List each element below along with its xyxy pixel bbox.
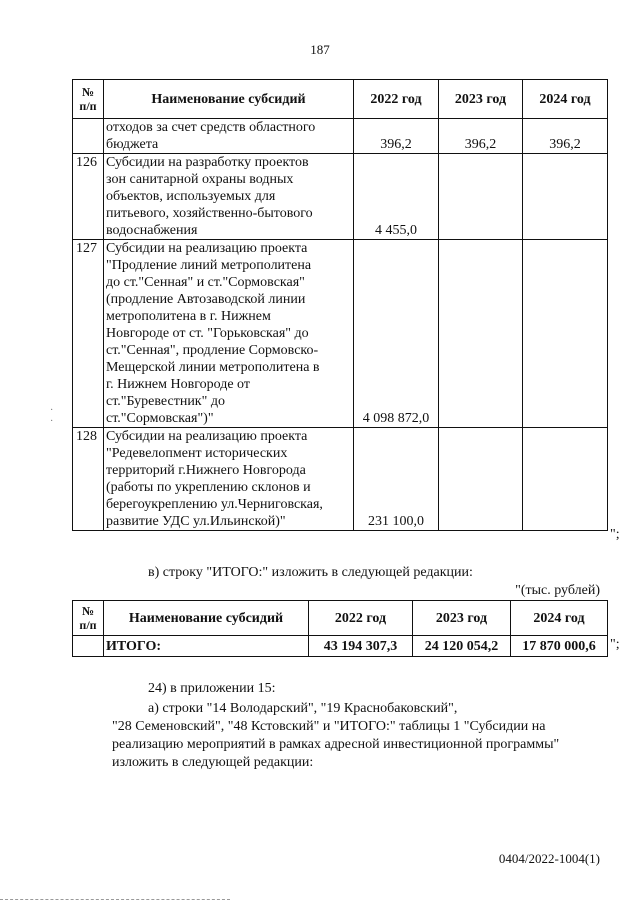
subsidy-name-line: бюджета: [106, 137, 159, 152]
subsidy-name-line: (продление Автозаводской линии: [106, 292, 306, 307]
value-2024: [523, 240, 608, 428]
paragraph-a-line: "28 Семеновский", "48 Кстовский" и "ИТОГО:" таблицы 1 "Субсидии на: [112, 719, 546, 734]
subsidy-name: [104, 240, 354, 428]
header-number-pp: п/п: [79, 618, 97, 632]
subsidy-name-line: ст."Сенная", продление Сормовско-: [106, 343, 319, 358]
paragraph-a-line: реализацию мероприятий в рамках адресной инвестиционной программы": [112, 737, 560, 752]
value-2024: 396,2: [523, 119, 608, 154]
table-closing-quote: ";: [610, 527, 620, 542]
table-row: [73, 428, 608, 531]
value-2022: 4 098 872,0: [354, 240, 439, 428]
header-number: [73, 80, 104, 119]
total-label: ИТОГО:: [104, 636, 309, 657]
subsidy-name-line: Субсидии на разработку проектов: [106, 155, 309, 170]
table-row: [73, 154, 608, 240]
document-code: 0404/2022-1004(1): [498, 851, 600, 866]
total-2022: 43 194 307,3: [309, 636, 413, 657]
paragraph-24: 24) в приложении 15:: [148, 681, 276, 696]
row-number: 127: [73, 240, 104, 428]
total-closing-quote: ";: [610, 637, 620, 652]
header-number-pp: п/п: [79, 99, 97, 113]
paragraph-a: [112, 700, 599, 772]
bottom-rule: [0, 899, 230, 900]
header-name: Наименование субсидий: [104, 601, 309, 636]
total-2023: 24 120 054,2: [413, 636, 511, 657]
subsidy-name-line: Субсидии на реализацию проекта: [106, 429, 308, 444]
subsidy-name-line: "Продление линий метрополитена: [106, 258, 312, 273]
header-2024: 2024 год: [511, 601, 608, 636]
value-2024: [523, 428, 608, 531]
subsidy-name-line: зон санитарной охраны водных: [106, 172, 294, 187]
subsidy-name-line: Субсидии на реализацию проекта: [106, 241, 308, 256]
value-2022: 4 455,0: [354, 154, 439, 240]
total-row: [73, 636, 608, 657]
subsidy-name-line: Новгороде от ст. "Горьковская" до: [106, 326, 309, 341]
header-number-sign: №: [81, 604, 95, 618]
paragraph-a-line: изложить в следующей редакции:: [112, 755, 314, 770]
row-number: [73, 119, 104, 154]
subsidy-name-line: питьевого, хозяйственно-бытового: [106, 206, 313, 221]
total-2024: 17 870 000,6: [511, 636, 608, 657]
value-2024: [523, 154, 608, 240]
header-2024: 2024 год: [523, 80, 608, 119]
header-number-sign: №: [81, 85, 95, 99]
header-2023: 2023 год: [413, 601, 511, 636]
subsidy-name-line: "Редевелопмент исторических: [106, 446, 288, 461]
subsidy-name-line: до ст."Сенная" и ст."Сормовская": [106, 275, 305, 290]
subsidy-name-line: берегоукреплению ул.Черниговская,: [106, 497, 323, 512]
subsidy-name-line: объектов, используемых для: [106, 189, 276, 204]
header-2023: 2023 год: [439, 80, 523, 119]
value-2023: 396,2: [439, 119, 523, 154]
units-label: "(тыс. рублей): [515, 583, 600, 598]
table-row: [73, 240, 608, 428]
header-name: Наименование субсидий: [104, 80, 354, 119]
total-header-row: [73, 601, 608, 636]
subsidy-name-line: территорий г.Нижнего Новгорода: [106, 463, 306, 478]
subsidy-name-line: (работы по укреплению склонов и: [106, 480, 311, 495]
table-header-row: [73, 80, 608, 119]
subsidies-table: [72, 79, 608, 531]
value-2023: [439, 240, 523, 428]
subsidy-name-line: Мещерской линии метрополитена в: [106, 360, 320, 375]
total-number-cell: [73, 636, 104, 657]
total-table: [72, 600, 608, 657]
paragraph-v: в) строку "ИТОГО:" изложить в следующей редакции:: [148, 565, 473, 580]
subsidy-name-line: развитие УДС ул.Ильинской)": [106, 514, 286, 529]
subsidy-name-line: ст."Сормовская")": [106, 411, 214, 426]
row-number: 128: [73, 428, 104, 531]
subsidy-name-line: метрополитена в г. Нижнем: [106, 309, 271, 324]
paragraph-a-line: а) строки "14 Володарский", "19 Краснобаковский",: [148, 701, 458, 716]
subsidy-name-line: ст."Буревестник" до: [106, 394, 225, 409]
row-number: 126: [73, 154, 104, 240]
header-2022: 2022 год: [309, 601, 413, 636]
scan-artifact: · ·: [50, 405, 54, 427]
subsidies-table-body: [73, 119, 608, 531]
subsidy-name: [104, 154, 354, 240]
table-row: [73, 119, 608, 154]
header-number: [73, 601, 104, 636]
header-2022: 2022 год: [354, 80, 439, 119]
value-2023: [439, 428, 523, 531]
value-2022: 231 100,0: [354, 428, 439, 531]
subsidy-name-line: г. Нижнем Новгороде от: [106, 377, 250, 392]
value-2023: [439, 154, 523, 240]
page-number: 187: [310, 42, 330, 57]
subsidy-name-line: водоснабжения: [106, 223, 198, 238]
value-2022: 396,2: [354, 119, 439, 154]
subsidy-name: [104, 119, 354, 154]
subsidy-name: [104, 428, 354, 531]
subsidy-name-line: отходов за счет средств областного: [106, 120, 316, 135]
